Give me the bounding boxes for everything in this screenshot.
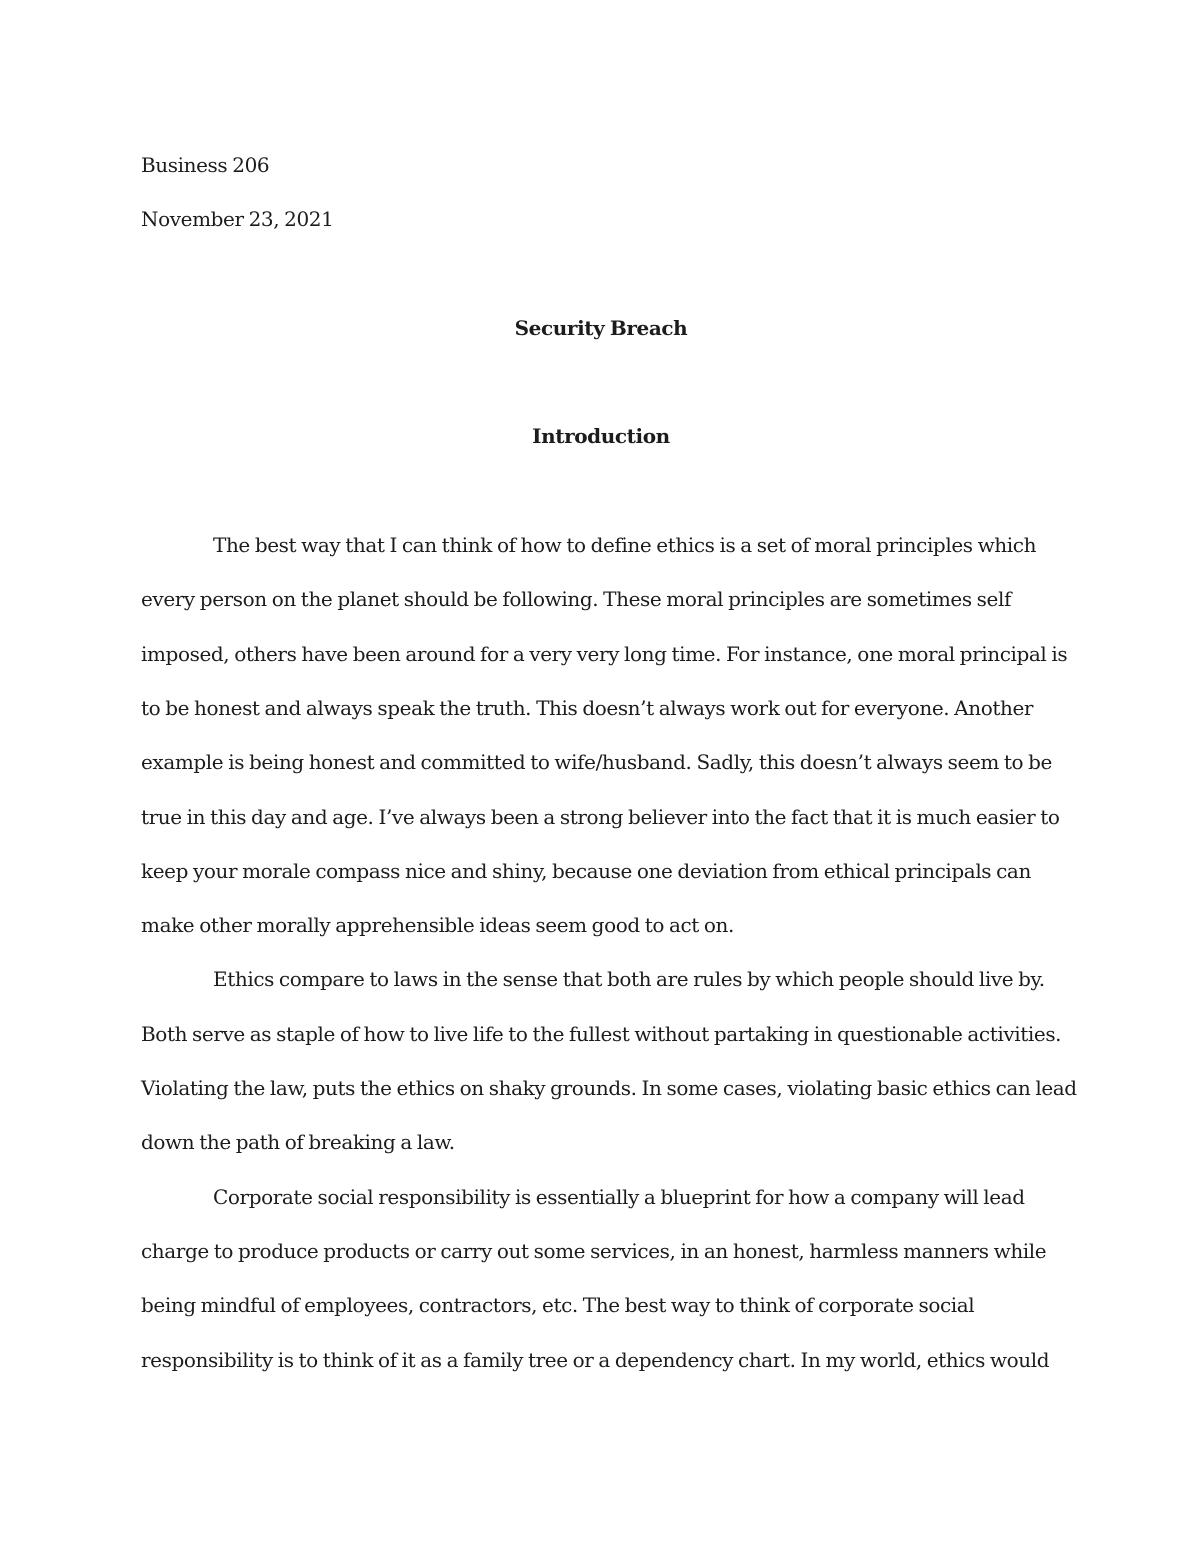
paragraph-line: down the path of breaking a law. bbox=[141, 1130, 455, 1155]
paragraph-line: responsibility is to think of it as a family tree or a dependency chart. In my world, ethics would bbox=[141, 1347, 1050, 1372]
paragraph-line: Corporate social responsibility is essentially a blueprint for how a company will lead bbox=[213, 1184, 1025, 1209]
paragraph-line: Ethics compare to laws in the sense that both are rules by which people should live by. bbox=[213, 967, 1045, 992]
document-body bbox=[141, 138, 1077, 1387]
document-date: November 23, 2021 bbox=[141, 207, 334, 232]
paragraph-line: true in this day and age. I’ve always been a strong believer into the fact that it is much easier to bbox=[141, 804, 1060, 829]
paragraph-line: Violating the law, puts the ethics on shaky grounds. In some cases, violating basic ethics can lead bbox=[141, 1076, 1077, 1101]
paragraph-line: example is being honest and committed to wife/husband. Sadly, this doesn’t always seem to be bbox=[141, 750, 1052, 775]
paragraph-line: imposed, others have been around for a very very long time. For instance, one moral principal is bbox=[141, 641, 1068, 666]
paragraph-line: being mindful of employees, contractors, etc. The best way to think of corporate social bbox=[141, 1293, 975, 1318]
paragraph-2 bbox=[141, 952, 1077, 1169]
paragraph-line: every person on the planet should be following. These moral principles are sometimes self bbox=[141, 587, 1011, 612]
paragraph-line: Both serve as staple of how to live life to the fullest without partaking in questionable activities. bbox=[141, 1021, 1062, 1046]
paragraph-line: to be honest and always speak the truth. This doesn’t always work out for everyone. Another bbox=[141, 695, 1034, 720]
section-heading: Introduction bbox=[532, 424, 670, 449]
paragraph-line: The best way that I can think of how to define ethics is a set of moral principles which bbox=[213, 533, 1037, 558]
course-name: Business 206 bbox=[141, 153, 270, 177]
paragraph-line: make other morally apprehensible ideas seem good to act on. bbox=[141, 913, 734, 938]
paragraph-line: charge to produce products or carry out some services, in an honest, harmless manners while bbox=[141, 1238, 1047, 1263]
paragraph-3 bbox=[141, 1170, 1061, 1387]
section-spacer bbox=[141, 464, 1061, 518]
paragraph-line: keep your morale compass nice and shiny, because one deviation from ethical principals can bbox=[141, 858, 1031, 883]
document-title: Security Breach bbox=[514, 315, 688, 340]
paragraph-1 bbox=[141, 518, 1068, 952]
